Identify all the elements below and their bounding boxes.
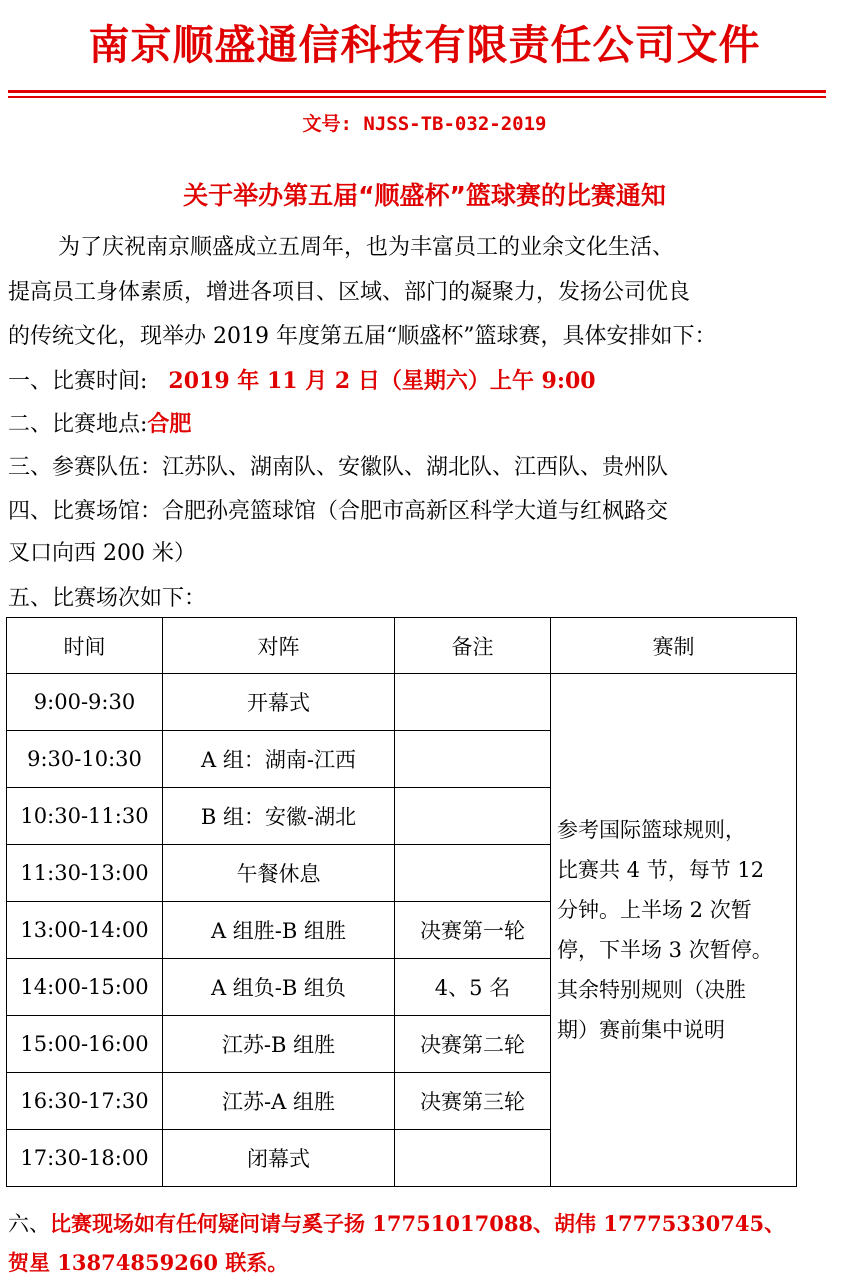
contact-line-1: [8, 1209, 785, 1239]
cell-note: 决赛第二轮: [395, 1016, 551, 1073]
cell-match: A 组负-B 组负: [163, 959, 395, 1016]
intro-line-2: 提高员工身体素质，增进各项目、区域、部门的凝聚力，发扬公司优良: [8, 280, 691, 305]
rules-line: 其余特别规则（决胜: [557, 978, 746, 1002]
item-venue-line-1: 四、比赛场馆：合肥孙亮篮球馆（合肥市高新区科学大道与红枫路交: [8, 499, 669, 524]
table-header-row: [7, 618, 797, 674]
cell-match: 江苏-B 组胜: [163, 1016, 395, 1073]
item-time: [8, 366, 596, 397]
header-rules: 赛制: [551, 618, 797, 674]
cell-time: 15:00-16:00: [7, 1016, 163, 1073]
contact-prefix: 六、: [8, 1212, 50, 1236]
cell-match: 闭幕式: [163, 1130, 395, 1187]
rules-line: 比赛共 4 节，每节 12: [557, 858, 765, 882]
rules-line: 参考国际篮球规则，: [557, 818, 746, 842]
cell-note: [395, 1130, 551, 1187]
cell-match: 江苏-A 组胜: [163, 1073, 395, 1130]
document-number: 文号: NJSS-TB-032-2019: [302, 113, 547, 135]
item-time-label: 一、比赛时间:: [8, 369, 148, 394]
cell-note: [395, 731, 551, 788]
cell-note: 4、5 名: [395, 959, 551, 1016]
cell-time: 9:00-9:30: [7, 674, 163, 731]
intro-line-1: 为了庆祝南京顺盛成立五周年，也为丰富员工的业余文化生活、: [58, 235, 675, 260]
table-row: [7, 674, 797, 731]
rules-line: 期）赛前集中说明: [557, 1018, 725, 1042]
cell-time: 17:30-18:00: [7, 1130, 163, 1187]
item-venue-line-2: 叉口向西 200 米）: [8, 541, 196, 566]
cell-note: [395, 788, 551, 845]
cell-match: 开幕式: [163, 674, 395, 731]
cell-note: 决赛第一轮: [395, 902, 551, 959]
cell-time: 11:30-13:00: [7, 845, 163, 902]
item-schedule-intro: 五、比赛场次如下：: [8, 586, 207, 611]
cell-rules: [551, 674, 797, 1187]
cell-note: [395, 674, 551, 731]
rules-line: 停，下半场 3 次暂停。: [557, 938, 773, 962]
item-time-value: 2019 年 11 月 2 日（星期六）上午 9:00: [168, 368, 596, 394]
intro-line-3: 的传统文化，现举办 2019 年度第五届“顺盛杯”篮球赛，具体安排如下：: [8, 324, 717, 349]
red-rule-thin: [8, 96, 826, 98]
red-rule-thick: [8, 90, 826, 93]
item-place-value: 合肥: [147, 411, 192, 437]
notice-subject: 关于举办第五届“顺盛杯”篮球赛的比赛通知: [183, 181, 666, 210]
cell-note: 决赛第三轮: [395, 1073, 551, 1130]
cell-match: A 组胜-B 组胜: [163, 902, 395, 959]
header-note: 备注: [395, 618, 551, 674]
contact-line-2: 贺星 13874859260 联系。: [8, 1250, 289, 1275]
item-place: [8, 409, 191, 440]
document-title: 南京顺盛通信科技有限责任公司文件: [88, 21, 761, 69]
header-match: 对阵: [163, 618, 395, 674]
cell-match: 午餐休息: [163, 845, 395, 902]
cell-time: 14:00-15:00: [7, 959, 163, 1016]
cell-match: B 组：安徽-湖北: [163, 788, 395, 845]
contact-text-1: 比赛现场如有任何疑问请与奚子扬 17751017088、胡伟 17775330745、: [50, 1211, 786, 1236]
item-place-label: 二、比赛地点:: [8, 412, 148, 437]
cell-time: 9:30-10:30: [7, 731, 163, 788]
cell-time: 13:00-14:00: [7, 902, 163, 959]
cell-note: [395, 845, 551, 902]
schedule-table: [6, 617, 797, 1187]
rules-line: 分钟。上半场 2 次暂: [557, 898, 752, 922]
header-time: 时间: [7, 618, 163, 674]
cell-time: 16:30-17:30: [7, 1073, 163, 1130]
cell-time: 10:30-11:30: [7, 788, 163, 845]
item-teams: 三、参赛队伍：江苏队、湖南队、安徽队、湖北队、江西队、贵州队: [8, 455, 669, 480]
cell-match: A 组：湖南-江西: [163, 731, 395, 788]
